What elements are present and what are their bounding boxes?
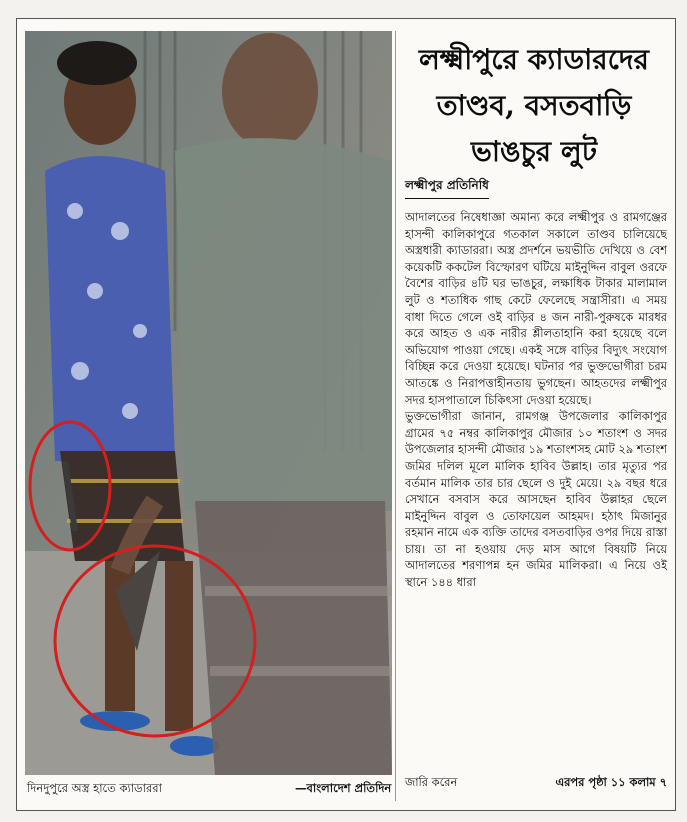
photo-caption: দিনদুপুরে অস্ত্র হাতে ক্যাডাররা [27,781,162,795]
continuation-line [405,774,667,791]
byline: লক্ষ্মীপুর প্রতিনিধি [405,177,489,199]
jump-reference: এরপর পৃষ্ঠা ১১ কলাম ৭ [555,775,667,789]
column-divider [395,31,396,801]
paragraph-1: আদালতের নিষেধাজ্ঞা অমান্য করে লক্ষ্মীপুর ও রামগঞ্জের হাসন্দী কালিকাপুরে গতকাল সকালে তাণ্ডব চালিয়েছে অস্ত্রধারী ক্যাডাররা। অস্ত্র প্রদর্শনে ভয়ভীতি দেখিয়ে ও বেশ কয়েকটি ককটেল বিস্ফোরণ ঘটিয়ে মাইনুদ্দিন বাবুল ওরফে বৈশের বাড়ির ৪টি ঘর ভাঙচুর, লক্ষাধিক টাকার মালামাল লুট ও শতাধিক গাছ কেটে ফেলেছে সন্ত্রাসীরা। এ সময় বাধা দিতে গেলে ওই বাড়ির ৪ জন নারী-পুরুষকে মারধর করে আহত ও এক নারীর শ্লীলতাহানি করা হয়েছে বলে অভিযোগ পাওয়া গেছে। একই সঙ্গে বাড়ির বিদ্যুৎ সংযোগ বিচ্ছিন্ন করে দেওয়া হয়েছে। ঘটনার পর ভুক্তভোগীরা চরম আতঙ্কে ও নিরাপত্তাহীনতায় ভুগছেন। আহতদের লক্ষ্মীপুর সদর হাসপাতালে চিকিৎসা দেওয়া হয়েছে। [405,210,667,407]
continuation-text: জারি করেন [405,775,458,789]
article-body [405,209,667,787]
top-strip [0,0,687,10]
paragraph-2: ভুক্তভোগীরা জানান, রামগঞ্জ উপজেলার কালিকাপুর গ্রামের ৭৫ নম্বর কালিকাপুর মৌজার ১০ শতাংশ ও সদর উপজেলার হাসন্দী মৌজার ১৯ শতাংশসহ মোট ২৯ শতাংশ জমির দলিল মূলে মালিক হাবিব উল্লাহ। তার মৃত্যুর পর বর্তমান মালিক তার চার ছেলে ও দুই মেয়ে। ২৯ বছর ধরে সেখানে বসবাস করে আসছেন হাবিব উল্লাহর ছেলে মাইনুদ্দিন বাবুল ও তোফায়েল আহমদ। হঠাৎ মিজানুর রহমান নামে এক ব্যক্তি তাদের বসতবাড়ির ওপর দিয়ে রাস্তা চায়। তা না হওয়ায় দেড় মাস আগে বিষয়টি নিয়ে আদালতের শরণাপন্ন হন জমির মালিকরা। এ নিয়ে ওই স্থানে ১৪৪ ধারা [405,409,667,590]
headline: লক্ষ্মীপুরে ক্যাডারদের তাণ্ডব, বসতবাড়ি ভাঙচুর লুট [419,43,649,168]
article-frame [16,18,676,811]
photo-credit: —বাংলাদেশ প্রতিদিন [295,781,392,795]
photo-illustration [25,31,392,775]
news-photo [25,31,392,775]
